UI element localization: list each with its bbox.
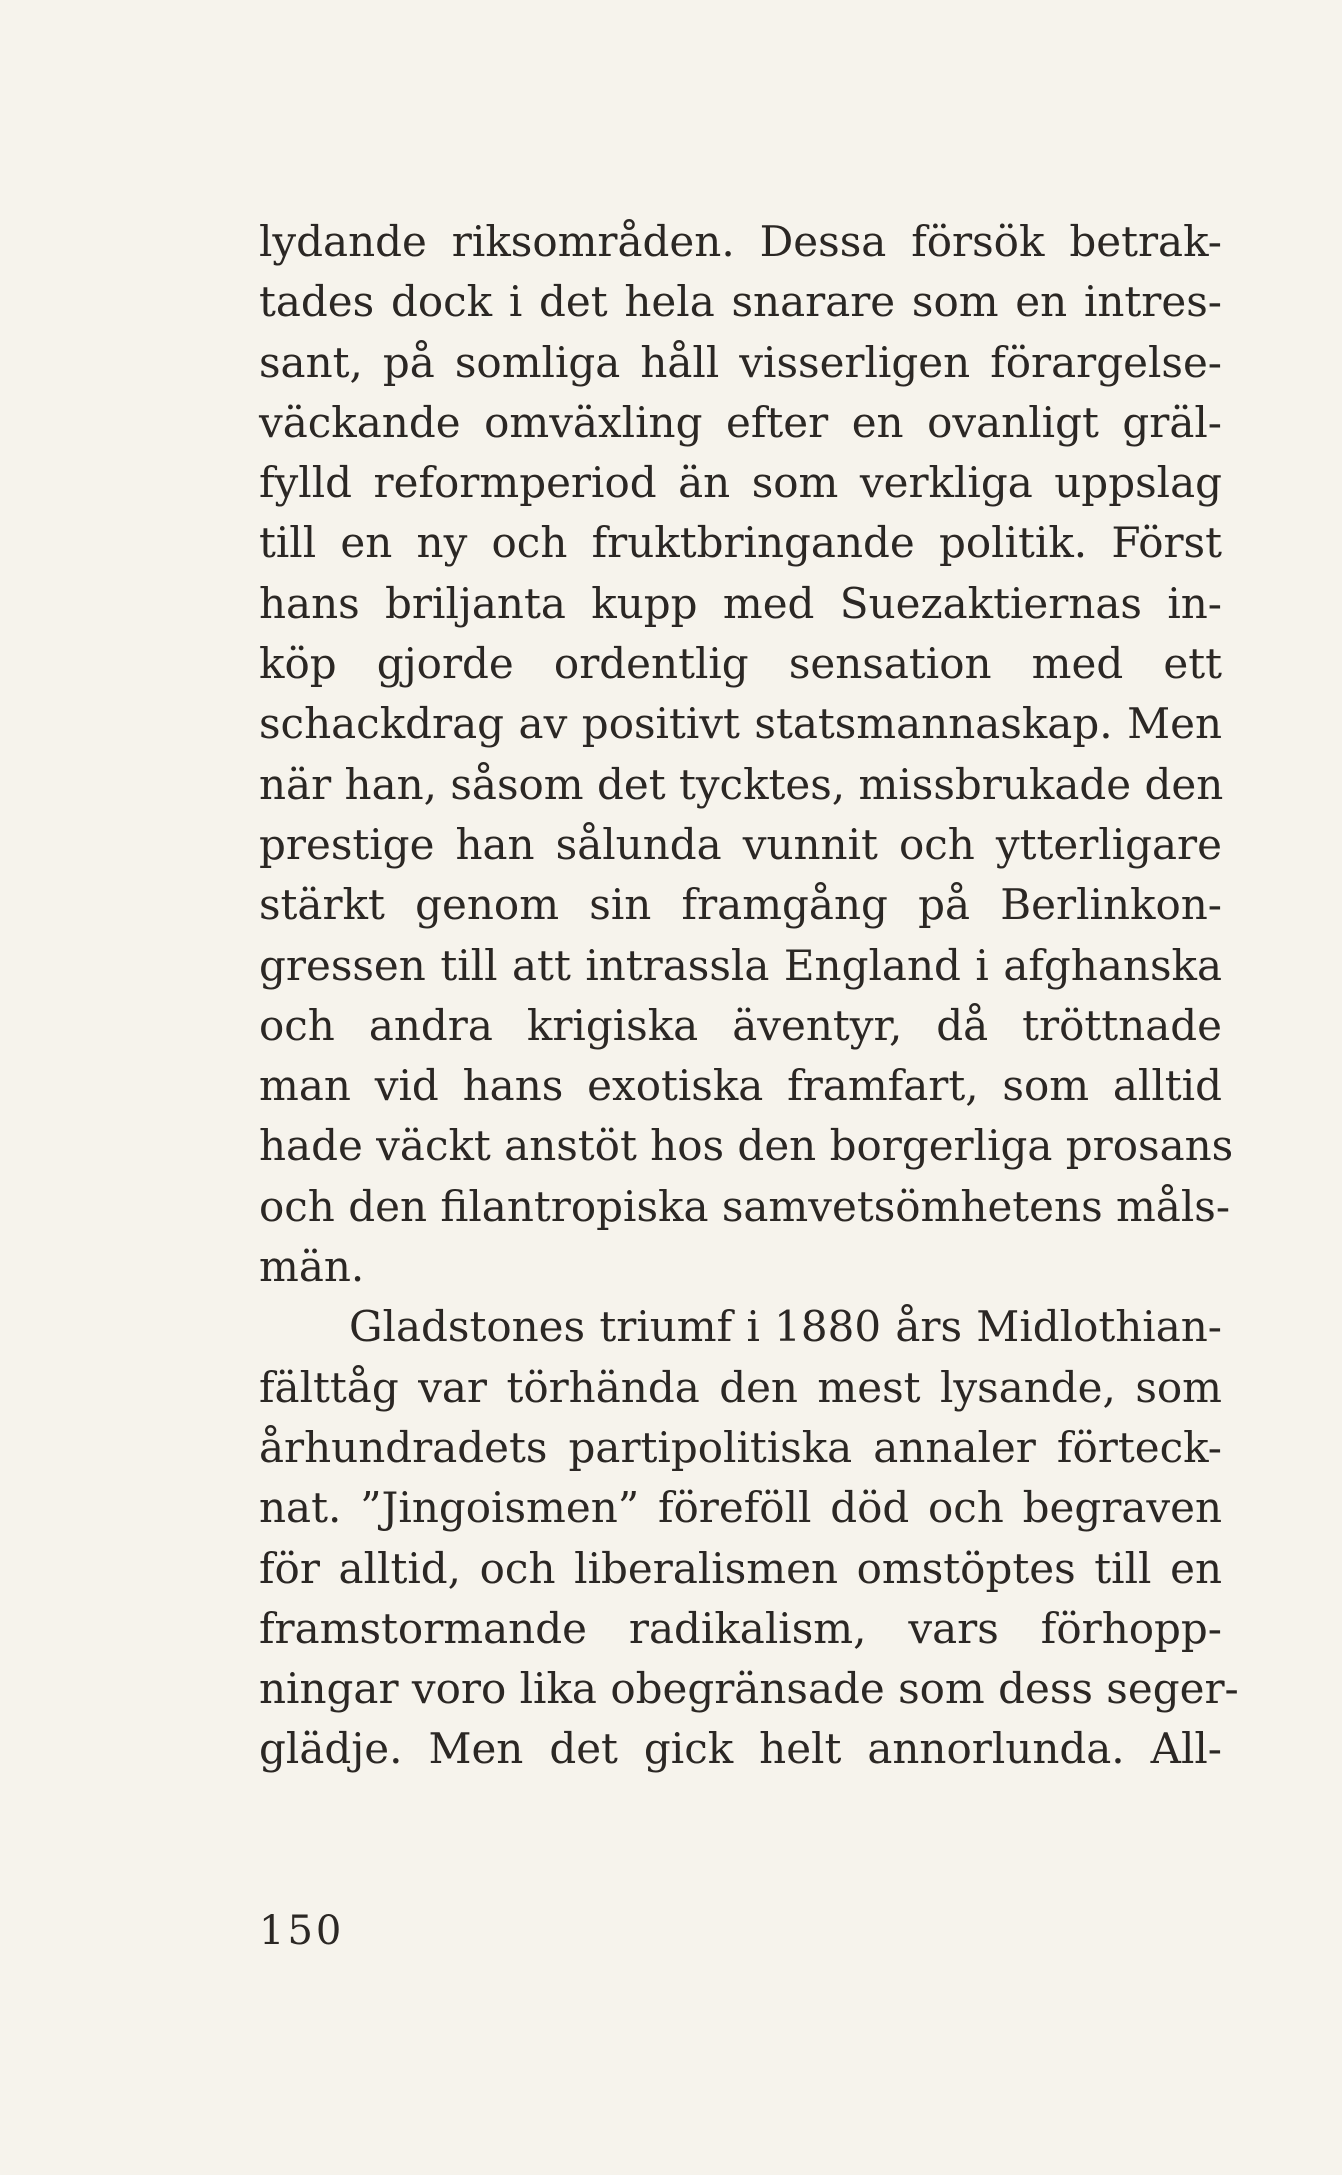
text-line: fälttåg var törhända den mest lysande, som [259, 1362, 1222, 1412]
text-line: glädje. Men det gick helt annorlunda. All- [259, 1724, 1222, 1774]
text-line: och andra krigiska äventyr, då tröttnade [259, 1000, 1222, 1050]
text-line: ningar voro lika obegränsade som dess seger- [259, 1664, 1239, 1714]
text-line: tades dock i det hela snarare som en intres- [259, 277, 1222, 327]
paragraph [259, 1297, 1239, 1779]
text-line: nat. ”Jingoismen” föreföll död och begraven [259, 1483, 1222, 1533]
body-text [259, 212, 1239, 1780]
text-line: när han, såsom det tycktes, missbrukade den [259, 759, 1224, 809]
page-number: 150 [259, 1908, 345, 1954]
text-line: väckande omväxling efter en ovanligt gräl- [259, 397, 1222, 447]
text-line: till en ny och fruktbringande politik. Först [259, 518, 1222, 568]
text-line: köp gjorde ordentlig sensation med ett [259, 639, 1222, 689]
text-line: fylld reformperiod än som verkliga uppslag [259, 458, 1222, 508]
text-line: lydande riksområden. Dessa försök betrak- [259, 217, 1222, 266]
text-line: och den filantropiska samvetsömhetens måls- [259, 1181, 1231, 1231]
text-line: man vid hans exotiska framfart, som alltid [259, 1061, 1222, 1111]
text-line: Gladstones triumf i 1880 års Midlothian- [349, 1302, 1222, 1352]
text-line: stärkt genom sin framgång på Berlinkon- [259, 880, 1222, 930]
paragraph [259, 212, 1234, 1297]
text-line: århundradets partipolitiska annaler förteck- [259, 1422, 1222, 1472]
text-line: sant, på somliga håll visserligen förargelse- [259, 337, 1222, 387]
text-line: prestige han sålunda vunnit och ytterligare [259, 819, 1222, 869]
text-line: hans briljanta kupp med Suezaktiernas in- [259, 578, 1222, 628]
text-line: hade väckt anstöt hos den borgerliga prosans [259, 1121, 1234, 1171]
text-line: framstormande radikalism, vars förhopp- [259, 1603, 1222, 1653]
text-line: män. [259, 1242, 365, 1292]
text-line: gressen till att intrassla England i afghanska [259, 940, 1222, 990]
text-line: schackdrag av positivt statsmannaskap. Men [259, 699, 1222, 749]
text-line: för alltid, och liberalismen omstöptes till en [259, 1543, 1222, 1593]
